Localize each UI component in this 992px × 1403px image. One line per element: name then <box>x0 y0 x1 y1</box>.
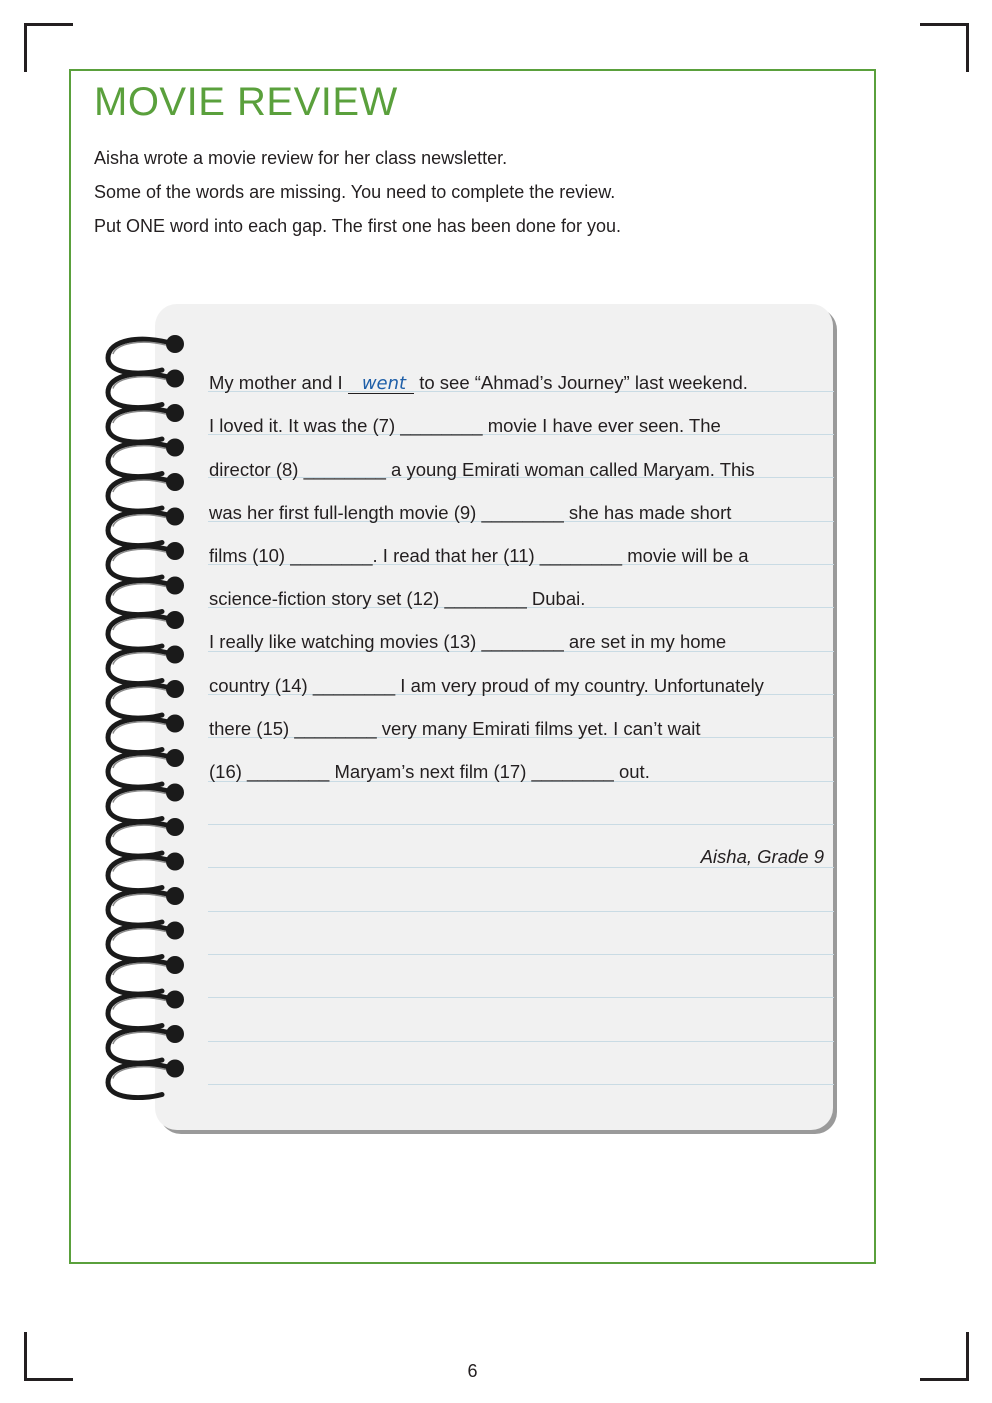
review-line-2: I loved it. It was the (7) ________ movie I have ever seen. The <box>209 415 721 436</box>
notebook-spiral-binding <box>100 330 195 1100</box>
review-signature: Aisha, Grade 9 <box>700 846 824 867</box>
instruction-line-3: Put ONE word into each gap. The first one has been done for you. <box>94 216 621 236</box>
example-answer: went <box>348 375 414 394</box>
spiral-coil <box>108 749 184 787</box>
spiral-coil <box>108 404 184 442</box>
spiral-coil <box>108 922 184 960</box>
spiral-coil <box>108 370 184 408</box>
ruled-line <box>208 997 834 998</box>
ruled-line <box>208 824 834 825</box>
review-line-3: director (8) ________ a young Emirati woman called Maryam. This <box>209 459 755 480</box>
review-line-10: (16) ________ Maryam’s next film (17) ________ out. <box>209 761 650 782</box>
spiral-coil <box>108 473 184 511</box>
ruled-line <box>208 954 834 955</box>
spiral-coil <box>108 818 184 856</box>
spiral-coil <box>108 577 184 615</box>
spiral-coil <box>108 680 184 718</box>
instruction-line-2: Some of the words are missing. You need to complete the review. <box>94 182 616 202</box>
crop-mark-top-right <box>920 23 969 72</box>
review-line-7: I really like watching movies (13) ________ are set in my home <box>209 631 727 652</box>
review-line-4: was her first full-length movie (9) ________ she has made short <box>209 502 732 523</box>
review-line-1: My mother and I went to see “Ahmad’s Journey” last weekend. <box>209 372 748 394</box>
spiral-coil <box>108 335 184 373</box>
review-line-8: country (14) ________ I am very proud of my country. Unfortunately <box>209 675 764 696</box>
spiral-coil <box>108 611 184 649</box>
spiral-coil <box>108 439 184 477</box>
page-title: MOVIE REVIEW <box>94 80 398 124</box>
spiral-coil <box>108 956 184 994</box>
spiral-coil <box>108 1025 184 1063</box>
spiral-coil <box>108 508 184 546</box>
spiral-coil <box>108 887 184 925</box>
ruled-line <box>208 911 834 912</box>
spiral-coil <box>108 542 184 580</box>
crop-mark-top-left <box>24 23 73 72</box>
spiral-coil <box>108 646 184 684</box>
instruction-line-1: Aisha wrote a movie review for her class newsletter. <box>94 148 508 168</box>
ruled-line <box>208 1084 834 1085</box>
spiral-coil <box>108 853 184 891</box>
review-line-5: films (10) ________. I read that her (11) ________ movie will be a <box>209 545 749 566</box>
spiral-coil <box>108 991 184 1029</box>
spiral-coil <box>108 715 184 753</box>
review-line-6: science-fiction story set (12) ________ Dubai. <box>209 588 586 609</box>
review-line-9: there (15) ________ very many Emirati films yet. I can’t wait <box>209 718 701 739</box>
page-number: 6 <box>467 1361 478 1381</box>
spiral-coil <box>108 784 184 822</box>
spiral-coil <box>108 1060 184 1098</box>
ruled-line <box>208 1041 834 1042</box>
